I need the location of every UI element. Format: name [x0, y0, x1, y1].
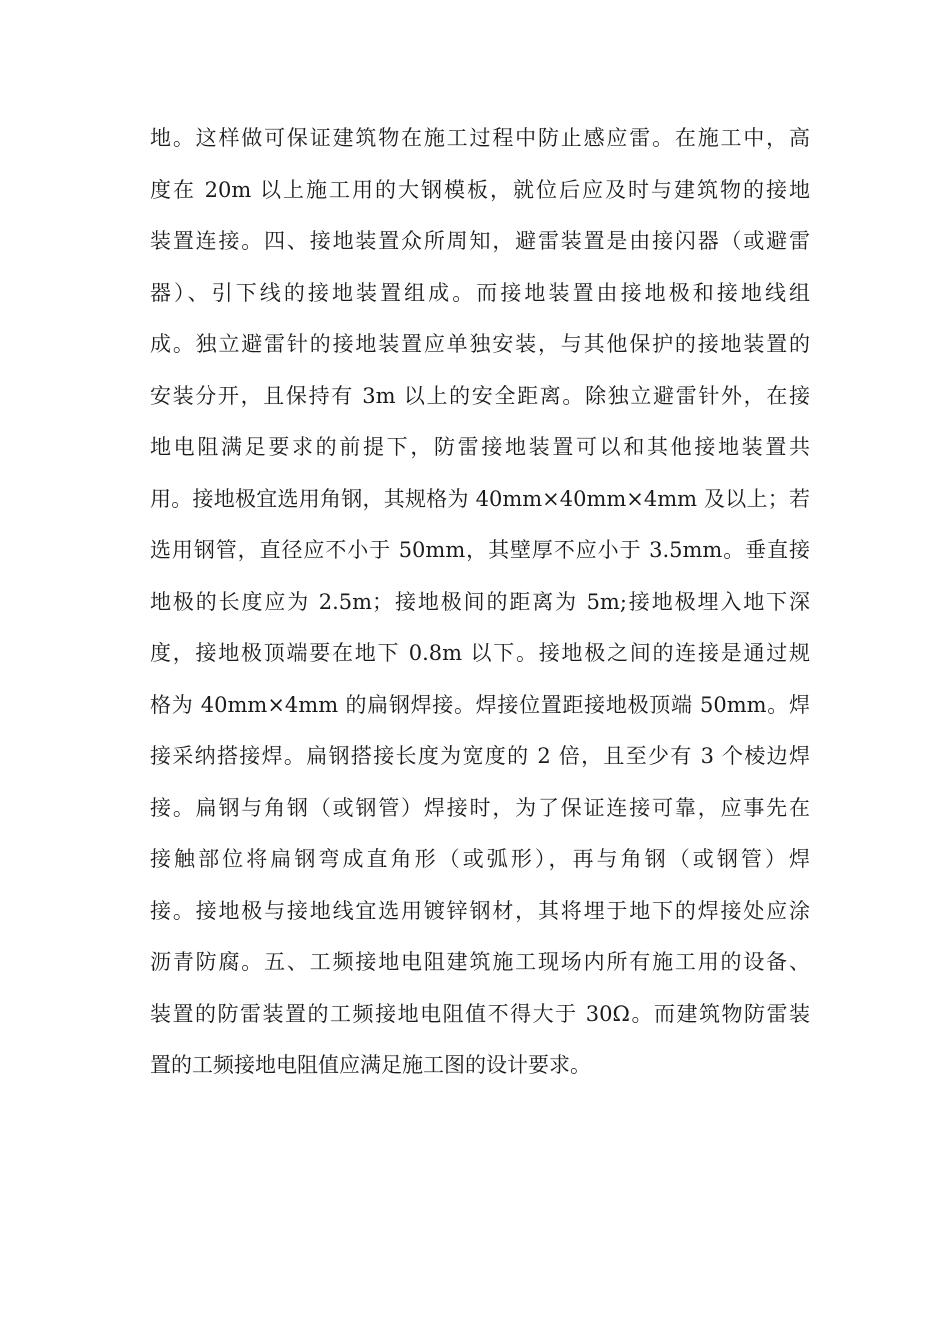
text-line: 安装分开，且保持有 3m 以上的安全距离。除独立避雷针外，在接 — [150, 383, 810, 408]
text-line: 地电阻满足要求的前提下，防雷接地装置可以和其他接地装置共 — [150, 435, 810, 459]
text-line: 装置连接。四、接地装置众所周知，避雷装置是由接闪器（或避雷 — [150, 229, 810, 253]
body-paragraph — [150, 116, 810, 1095]
text-line: 接触部位将扁钢弯成直角形（或弧形），再与角钢（或钢管）焊 — [150, 847, 810, 871]
text-line: 沥青防腐。五、工频接地电阻建筑施工现场内所有施工用的设备、 — [150, 950, 810, 974]
text-line: 地。这样做可保证建筑物在施工过程中防止感应雷。在施工中，高 — [150, 126, 810, 150]
text-line: 接。接地极与接地线宜选用镀锌钢材，其将埋于地下的焊接处应涂 — [150, 898, 810, 923]
text-line: 度在 20m 以上施工用的大钢模板，就位后应及时与建筑物的接地 — [150, 177, 810, 202]
text-line: 格为 40mm×4mm 的扁钢焊接。焊接位置距接地极顶端 50mm。焊 — [150, 692, 810, 717]
text-line: 选用钢管，直径应不小于 50mm，其壁厚不应小于 3.5mm。垂直接 — [150, 538, 810, 562]
text-line: 接。扁钢与角钢（或钢管）焊接时，为了保证连接可靠，应事先在 — [150, 795, 810, 820]
text-line: 度，接地极顶端要在地下 0.8m 以下。接地极之间的连接是通过规 — [150, 641, 810, 665]
text-line: 接采纳搭接焊。扁钢搭接长度为宽度的 2 倍，且至少有 3 个棱边焊 — [150, 744, 810, 768]
text-line: 置的工频接地电阻值应满足施工图的设计要求。 — [150, 1053, 591, 1077]
text-line: 成。独立避雷针的接地装置应单独安装，与其他保护的接地装置的 — [150, 332, 810, 356]
text-line: 用。接地极宜选用角钢，其规格为 40mm×40mm×4mm 及以上；若 — [150, 486, 810, 511]
text-line: 装置的防雷装置的工频接地电阻值不得大于 30Ω。而建筑物防雷装 — [150, 1001, 810, 1026]
text-line: 地极的长度应为 2.5m；接地极间的距离为 5m;接地极埋入地下深 — [150, 589, 810, 614]
text-line: 器）、引下线的接地装置组成。而接地装置由接地极和接地线组 — [150, 280, 810, 305]
